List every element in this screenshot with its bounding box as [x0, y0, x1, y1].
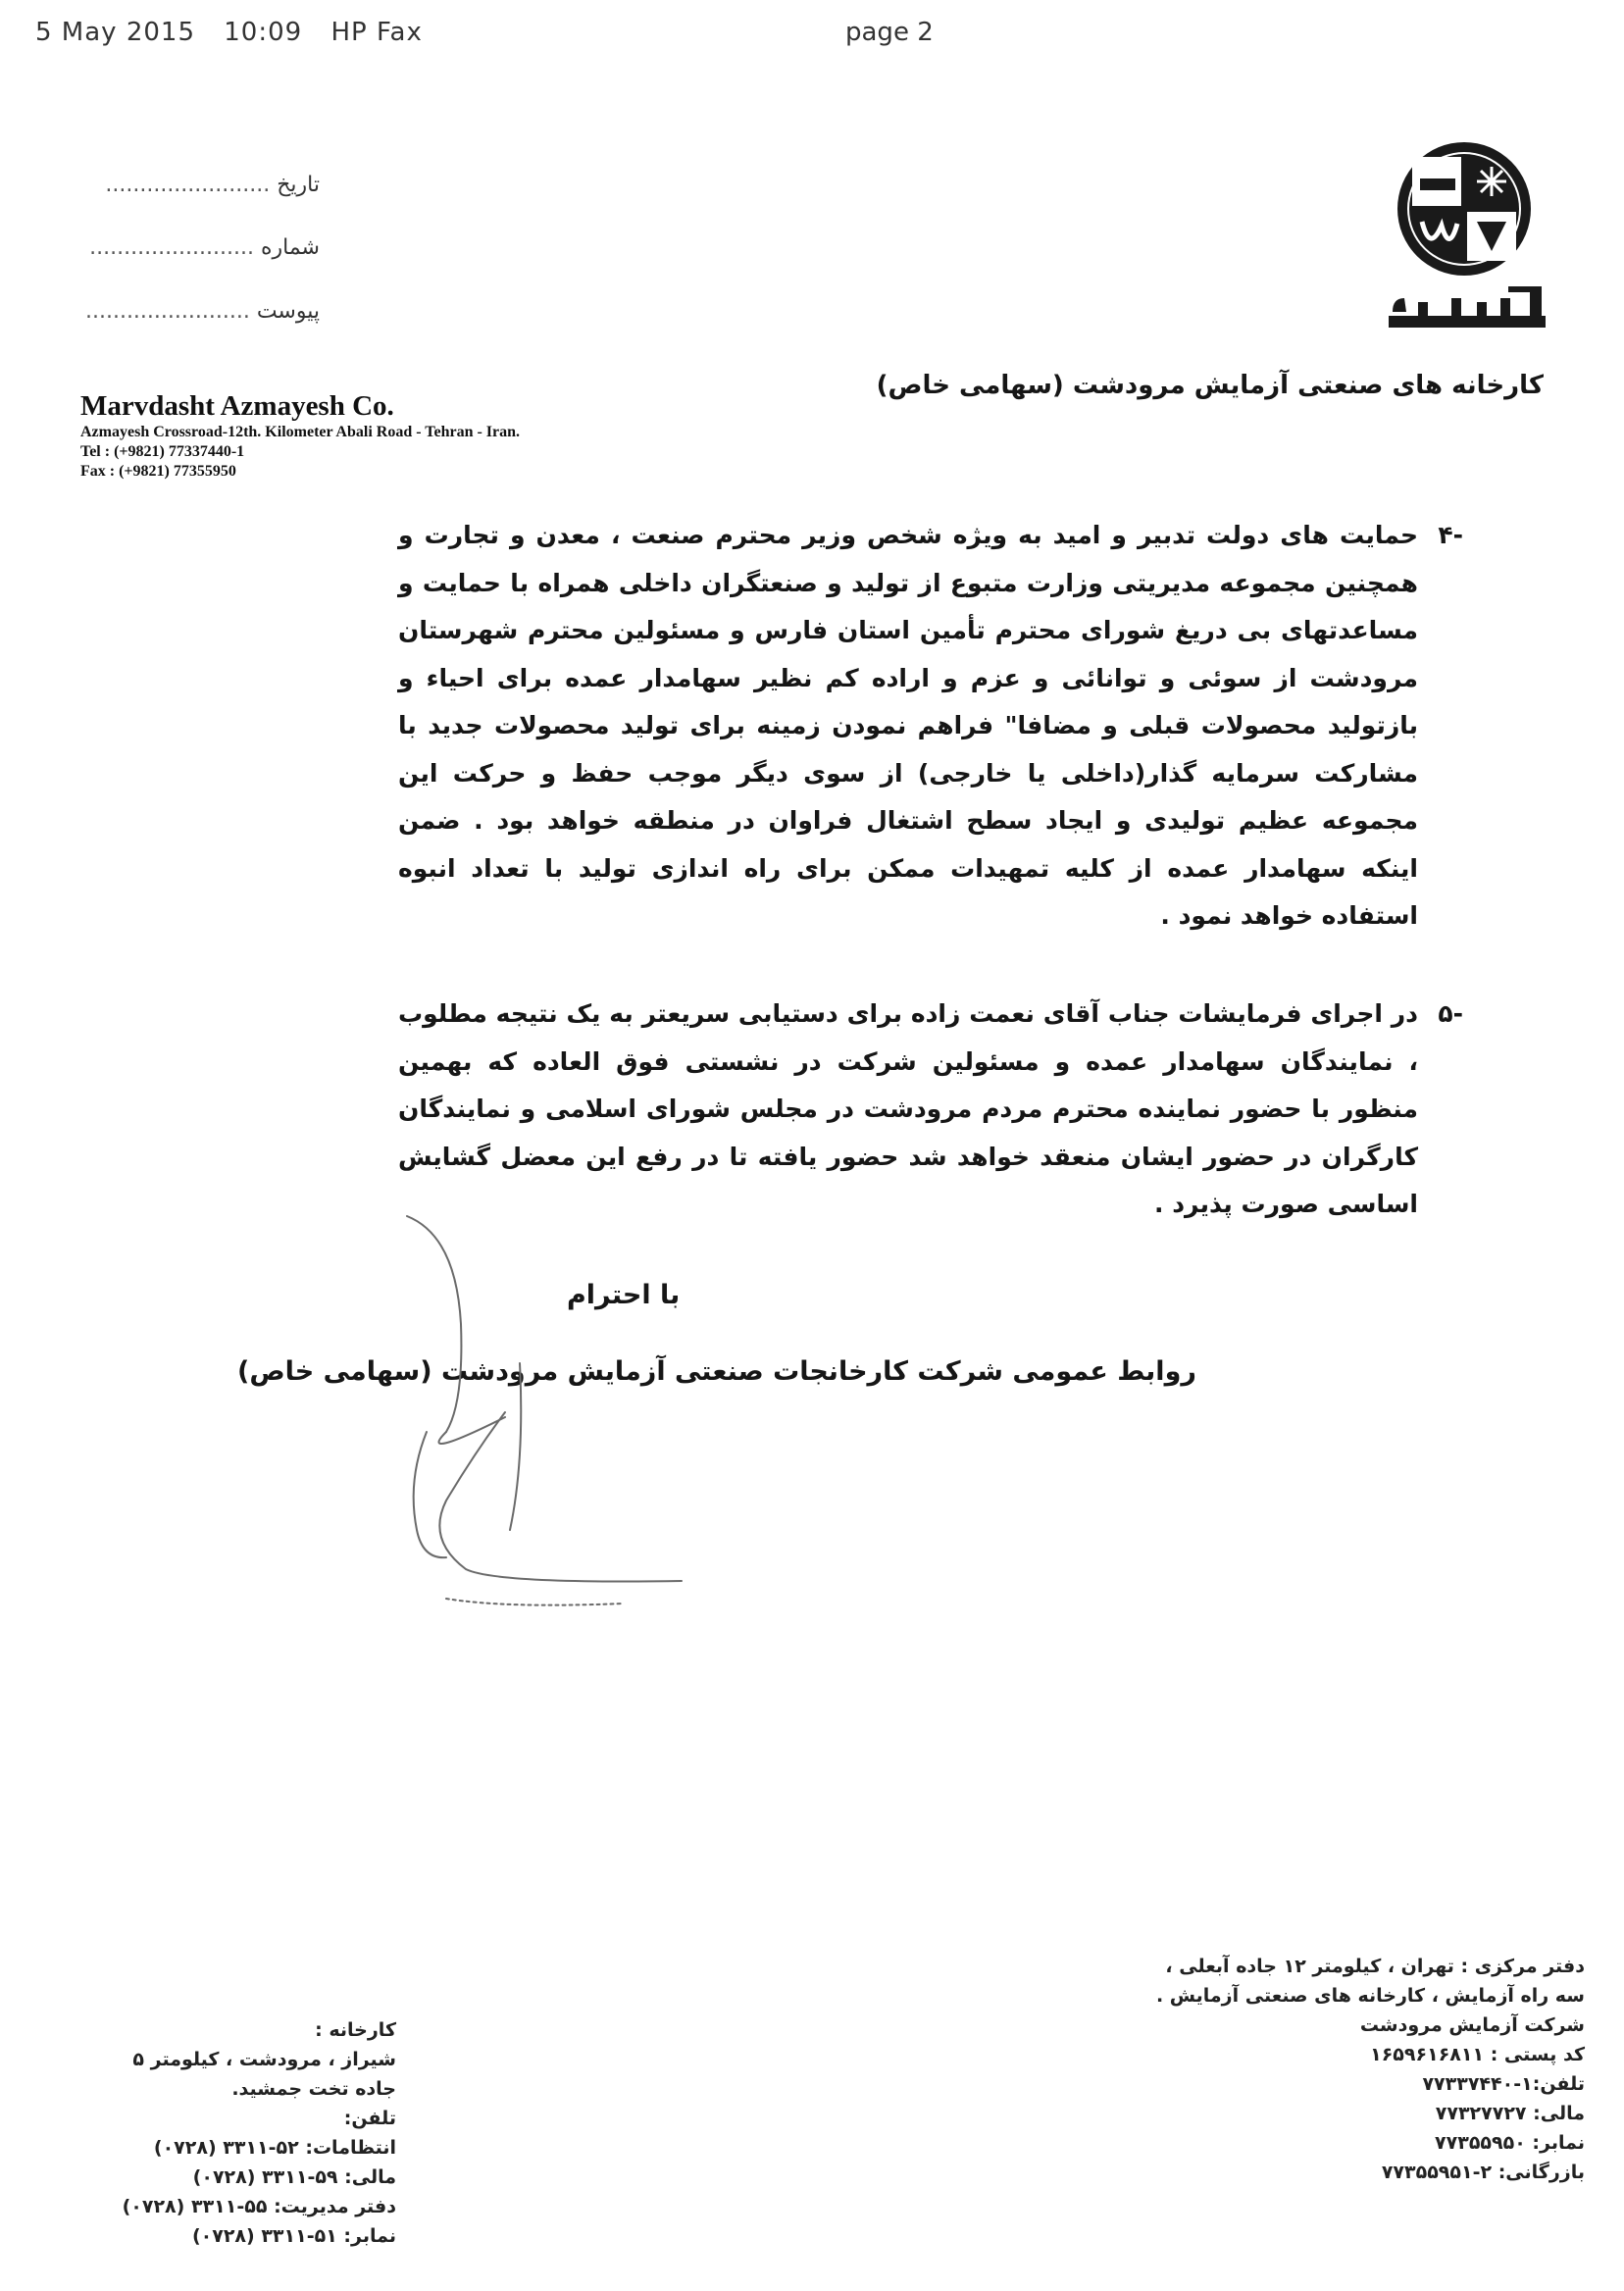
company-address: Azmayesh Crossroad-12th. Kilometer Abali Road - Tehran - Iran. — [80, 424, 521, 440]
footer-office-line: دفتر مرکزی : تهران ، کیلومتر ۱۲ جاده آبعلی ، — [1165, 1956, 1585, 1977]
number-dots: ........................ — [89, 235, 254, 260]
footer-factory-line: تلفن: — [343, 2108, 396, 2129]
company-english-block — [80, 390, 520, 482]
paragraph-5 — [398, 991, 1463, 1229]
number-label: شماره — [260, 235, 320, 260]
footer-factory-line: مالی: ۵۹-۳۳۱۱ (۰۷۲۸) — [192, 2166, 396, 2188]
paragraph-4-number: -۴ — [1438, 521, 1463, 549]
footer-factory-line: کارخانه : — [315, 2019, 396, 2041]
footer-office-line: کد پستی : ۱۶۵۹۶۱۶۸۱۱ — [1370, 2044, 1585, 2065]
fax-date: 5 May 2015 — [35, 18, 195, 47]
footer-office-line: مالی: ۷۷۳۲۷۷۲۷ — [1435, 2103, 1585, 2124]
company-name-persian: کارخانه های صنعتی آزمایش مرودشت (سهامی خاص) — [876, 371, 1544, 400]
company-name-english: Marvdasht Azmayesh Co. — [80, 390, 394, 422]
date-label: تاریخ — [277, 173, 320, 197]
fax-device: HP Fax — [330, 18, 423, 47]
footer-factory — [123, 2015, 396, 2251]
fax-header — [35, 18, 442, 47]
paragraph-5-number: -۵ — [1438, 999, 1463, 1028]
paragraph-4-text: حمایت های دولت تدبیر و امید به ویژه شخص وزیر محترم صنعت ، معدن و تجارت و همچنین مجموعه مدیریتی وزارت متبوع از تولید و صنعتگران داخلی همراه با حمایت و مساعدتهای بی دریغ شورای محترم تأمین استان فارس و مسئولین محترم شهرستان مرودشت از سوئی و توانائی و عزم و اراده کم نظیر سهامدار عمده برای احیاء و بازتولید محصولات قبلی و مضافا" فراهم نمودن زمینه برای تولید محصولات جدید با مشارکت سرمایه گذار(داخلی یا خارجی) از سوی دیگر موجب حفظ و حرکت این مجموعه عظیم تولیدی و ایجاد سطح اشتغال فراوان در منطقه خواهد بود . ضمن اینکه سهامدار عمده از کلیه تمهیدات ممکن برای راه اندازی تولید با تعداد انبوه استفاده خواهد نمود . — [398, 521, 1418, 930]
footer-factory-line: جاده تخت جمشید. — [231, 2078, 396, 2100]
handwritten-signature — [387, 1206, 701, 1638]
footer-office-line: سه راه آزمایش ، کارخانه های صنعتی آزمایش . — [1155, 1985, 1585, 2007]
fax-time: 10:09 — [224, 18, 303, 47]
footer-office-line: بازرگانی: ۲-۷۷۳۵۵۹۵۱ — [1381, 2162, 1585, 2183]
footer-factory-line: نمابر: ۵۱-۳۳۱۱ (۰۷۲۸) — [191, 2225, 396, 2247]
footer-office-line: تلفن:۱-۷۷۳۳۷۴۴۰ — [1422, 2073, 1585, 2095]
date-dots: ........................ — [105, 173, 271, 197]
closing-regards: با احترام — [567, 1280, 681, 1310]
company-wordmark — [1383, 284, 1554, 341]
number-field — [89, 235, 320, 260]
attachment-label: پیوست — [256, 299, 320, 324]
footer-factory-line: دفتر مدیریت: ۵۵-۳۳۱۱ (۰۷۲۸) — [122, 2196, 396, 2217]
page-number: page 2 — [845, 18, 934, 47]
signer-title: روابط عمومی شرکت کارخانجات صنعتی آزمایش مرودشت (سهامی خاص) — [237, 1356, 1196, 1387]
company-fax: Fax : (+9821) 77355950 — [80, 463, 236, 480]
paragraph-5-text: در اجرای فرمایشات جناب آقای نعمت زاده برای دستیابی سریعتر به یک نتیجه مطلوب ، نمایندگان سهامدار عمده و مسئولین شرکت در نشستی فوق العاده که بهمین منظور با حضور نماینده محترم مردم مرودشت در مجلس شورای اسلامی و نمایندگان کارگران در حضور ایشان منعقد خواهد شد حضور یافته تا در رفع این معضل گشایش اساسی صورت پذیرد . — [398, 999, 1418, 1218]
wordmark-text: آزمایش — [1383, 284, 1387, 285]
footer-head-office — [1156, 1952, 1585, 2187]
date-field — [105, 173, 320, 197]
paragraph-4 — [398, 512, 1463, 941]
footer-factory-line: شیراز ، مرودشت ، کیلومتر ۵ — [132, 2049, 396, 2070]
footer-factory-line: انتظامات: ۵۲-۳۳۱۱ (۰۷۲۸) — [153, 2137, 396, 2159]
company-logo — [1391, 135, 1538, 282]
company-tel: Tel : (+9821) 77337440-1 — [80, 443, 245, 460]
attachment-dots: ........................ — [84, 299, 250, 324]
footer-office-line: شرکت آزمایش مرودشت — [1359, 2014, 1585, 2036]
attachment-field — [85, 299, 320, 324]
footer-office-line: نمابر: ۷۷۳۵۵۹۵۰ — [1435, 2132, 1585, 2154]
